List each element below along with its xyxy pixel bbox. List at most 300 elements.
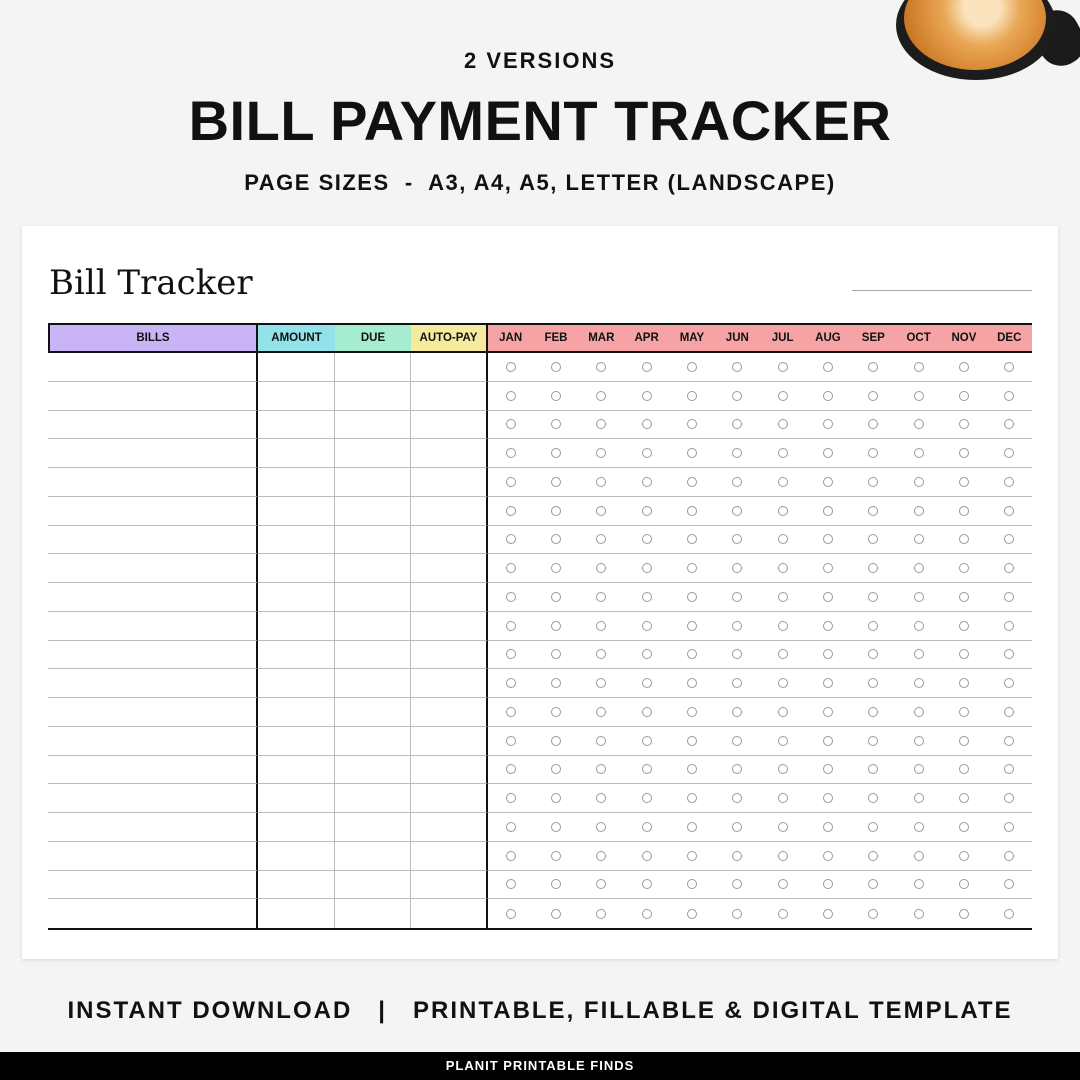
auto-pay-cell[interactable] [411, 583, 488, 612]
paid-checkbox[interactable] [1004, 419, 1014, 429]
paid-checkbox[interactable] [551, 534, 561, 544]
paid-checkbox[interactable] [732, 534, 742, 544]
paid-checkbox[interactable] [914, 448, 924, 458]
paid-checkbox[interactable] [506, 764, 516, 774]
paid-checkbox[interactable] [506, 477, 516, 487]
paid-checkbox[interactable] [732, 391, 742, 401]
paid-checkbox[interactable] [959, 707, 969, 717]
paid-checkbox[interactable] [914, 477, 924, 487]
paid-checkbox[interactable] [868, 764, 878, 774]
amount-cell[interactable] [258, 353, 335, 382]
paid-checkbox[interactable] [687, 362, 697, 372]
paid-checkbox[interactable] [642, 621, 652, 631]
paid-checkbox[interactable] [914, 506, 924, 516]
due-cell[interactable] [335, 497, 411, 526]
bill-name-cell[interactable] [48, 439, 258, 468]
paid-checkbox[interactable] [959, 678, 969, 688]
paid-checkbox[interactable] [596, 649, 606, 659]
paid-checkbox[interactable] [506, 822, 516, 832]
paid-checkbox[interactable] [596, 678, 606, 688]
auto-pay-cell[interactable] [411, 669, 488, 698]
paid-checkbox[interactable] [596, 592, 606, 602]
paid-checkbox[interactable] [1004, 506, 1014, 516]
paid-checkbox[interactable] [551, 736, 561, 746]
due-cell[interactable] [335, 382, 411, 411]
paid-checkbox[interactable] [914, 592, 924, 602]
paid-checkbox[interactable] [687, 391, 697, 401]
paid-checkbox[interactable] [732, 506, 742, 516]
amount-cell[interactable] [258, 497, 335, 526]
paid-checkbox[interactable] [868, 563, 878, 573]
bill-name-cell[interactable] [48, 842, 258, 871]
paid-checkbox[interactable] [551, 909, 561, 919]
due-cell[interactable] [335, 669, 411, 698]
auto-pay-cell[interactable] [411, 554, 488, 583]
paid-checkbox[interactable] [959, 851, 969, 861]
paid-checkbox[interactable] [687, 419, 697, 429]
amount-cell[interactable] [258, 468, 335, 497]
amount-cell[interactable] [258, 784, 335, 813]
paid-checkbox[interactable] [732, 621, 742, 631]
bill-name-cell[interactable] [48, 899, 258, 928]
paid-checkbox[interactable] [642, 851, 652, 861]
paid-checkbox[interactable] [959, 419, 969, 429]
due-cell[interactable] [335, 813, 411, 842]
paid-checkbox[interactable] [914, 822, 924, 832]
due-cell[interactable] [335, 526, 411, 555]
auto-pay-cell[interactable] [411, 899, 488, 928]
paid-checkbox[interactable] [778, 649, 788, 659]
paid-checkbox[interactable] [551, 419, 561, 429]
bill-name-cell[interactable] [48, 756, 258, 785]
paid-checkbox[interactable] [506, 448, 516, 458]
paid-checkbox[interactable] [778, 793, 788, 803]
paid-checkbox[interactable] [778, 448, 788, 458]
bill-name-cell[interactable] [48, 669, 258, 698]
due-cell[interactable] [335, 554, 411, 583]
auto-pay-cell[interactable] [411, 813, 488, 842]
paid-checkbox[interactable] [823, 621, 833, 631]
amount-cell[interactable] [258, 669, 335, 698]
paid-checkbox[interactable] [732, 736, 742, 746]
paid-checkbox[interactable] [1004, 621, 1014, 631]
amount-cell[interactable] [258, 382, 335, 411]
paid-checkbox[interactable] [506, 592, 516, 602]
paid-checkbox[interactable] [1004, 534, 1014, 544]
paid-checkbox[interactable] [732, 563, 742, 573]
paid-checkbox[interactable] [596, 391, 606, 401]
paid-checkbox[interactable] [823, 707, 833, 717]
paid-checkbox[interactable] [868, 448, 878, 458]
paid-checkbox[interactable] [914, 793, 924, 803]
paid-checkbox[interactable] [868, 879, 878, 889]
paid-checkbox[interactable] [868, 419, 878, 429]
paid-checkbox[interactable] [596, 736, 606, 746]
paid-checkbox[interactable] [914, 879, 924, 889]
paid-checkbox[interactable] [551, 563, 561, 573]
paid-checkbox[interactable] [823, 822, 833, 832]
paid-checkbox[interactable] [551, 391, 561, 401]
paid-checkbox[interactable] [642, 707, 652, 717]
paid-checkbox[interactable] [506, 707, 516, 717]
paid-checkbox[interactable] [959, 879, 969, 889]
paid-checkbox[interactable] [687, 736, 697, 746]
paid-checkbox[interactable] [1004, 649, 1014, 659]
paid-checkbox[interactable] [868, 592, 878, 602]
paid-checkbox[interactable] [551, 592, 561, 602]
paid-checkbox[interactable] [823, 563, 833, 573]
paid-checkbox[interactable] [868, 506, 878, 516]
paid-checkbox[interactable] [596, 851, 606, 861]
amount-cell[interactable] [258, 899, 335, 928]
paid-checkbox[interactable] [687, 477, 697, 487]
paid-checkbox[interactable] [596, 534, 606, 544]
paid-checkbox[interactable] [506, 534, 516, 544]
paid-checkbox[interactable] [506, 563, 516, 573]
paid-checkbox[interactable] [1004, 592, 1014, 602]
paid-checkbox[interactable] [868, 534, 878, 544]
auto-pay-cell[interactable] [411, 382, 488, 411]
paid-checkbox[interactable] [642, 879, 652, 889]
paid-checkbox[interactable] [732, 764, 742, 774]
due-cell[interactable] [335, 411, 411, 440]
paid-checkbox[interactable] [596, 879, 606, 889]
paid-checkbox[interactable] [551, 477, 561, 487]
paid-checkbox[interactable] [687, 534, 697, 544]
bill-name-cell[interactable] [48, 612, 258, 641]
paid-checkbox[interactable] [687, 851, 697, 861]
paid-checkbox[interactable] [823, 793, 833, 803]
paid-checkbox[interactable] [596, 362, 606, 372]
due-cell[interactable] [335, 612, 411, 641]
paid-checkbox[interactable] [823, 506, 833, 516]
due-cell[interactable] [335, 727, 411, 756]
bill-name-cell[interactable] [48, 382, 258, 411]
paid-checkbox[interactable] [823, 477, 833, 487]
paid-checkbox[interactable] [642, 764, 652, 774]
paid-checkbox[interactable] [506, 793, 516, 803]
paid-checkbox[interactable] [732, 851, 742, 861]
paid-checkbox[interactable] [732, 822, 742, 832]
paid-checkbox[interactable] [914, 678, 924, 688]
due-cell[interactable] [335, 641, 411, 670]
paid-checkbox[interactable] [596, 477, 606, 487]
paid-checkbox[interactable] [868, 362, 878, 372]
paid-checkbox[interactable] [959, 621, 969, 631]
paid-checkbox[interactable] [506, 879, 516, 889]
paid-checkbox[interactable] [868, 736, 878, 746]
amount-cell[interactable] [258, 583, 335, 612]
auto-pay-cell[interactable] [411, 641, 488, 670]
paid-checkbox[interactable] [596, 707, 606, 717]
amount-cell[interactable] [258, 756, 335, 785]
paid-checkbox[interactable] [506, 851, 516, 861]
paid-checkbox[interactable] [823, 736, 833, 746]
paid-checkbox[interactable] [596, 822, 606, 832]
paid-checkbox[interactable] [551, 448, 561, 458]
paid-checkbox[interactable] [732, 909, 742, 919]
due-cell[interactable] [335, 784, 411, 813]
paid-checkbox[interactable] [778, 563, 788, 573]
auto-pay-cell[interactable] [411, 353, 488, 382]
paid-checkbox[interactable] [868, 621, 878, 631]
paid-checkbox[interactable] [551, 879, 561, 889]
paid-checkbox[interactable] [732, 707, 742, 717]
paid-checkbox[interactable] [642, 736, 652, 746]
paid-checkbox[interactable] [642, 477, 652, 487]
paid-checkbox[interactable] [959, 793, 969, 803]
paid-checkbox[interactable] [687, 678, 697, 688]
paid-checkbox[interactable] [868, 909, 878, 919]
auto-pay-cell[interactable] [411, 497, 488, 526]
paid-checkbox[interactable] [551, 678, 561, 688]
paid-checkbox[interactable] [959, 736, 969, 746]
paid-checkbox[interactable] [914, 362, 924, 372]
paid-checkbox[interactable] [596, 419, 606, 429]
paid-checkbox[interactable] [506, 362, 516, 372]
paid-checkbox[interactable] [778, 909, 788, 919]
paid-checkbox[interactable] [551, 793, 561, 803]
paid-checkbox[interactable] [823, 448, 833, 458]
paid-checkbox[interactable] [642, 678, 652, 688]
paid-checkbox[interactable] [551, 649, 561, 659]
paid-checkbox[interactable] [642, 534, 652, 544]
paid-checkbox[interactable] [1004, 851, 1014, 861]
bill-name-cell[interactable] [48, 526, 258, 555]
paid-checkbox[interactable] [959, 909, 969, 919]
paid-checkbox[interactable] [914, 391, 924, 401]
paid-checkbox[interactable] [642, 448, 652, 458]
due-cell[interactable] [335, 756, 411, 785]
paid-checkbox[interactable] [687, 592, 697, 602]
paid-checkbox[interactable] [1004, 678, 1014, 688]
amount-cell[interactable] [258, 698, 335, 727]
amount-cell[interactable] [258, 439, 335, 468]
paid-checkbox[interactable] [1004, 736, 1014, 746]
paid-checkbox[interactable] [1004, 822, 1014, 832]
bill-name-cell[interactable] [48, 353, 258, 382]
due-cell[interactable] [335, 583, 411, 612]
paid-checkbox[interactable] [959, 534, 969, 544]
auto-pay-cell[interactable] [411, 526, 488, 555]
paid-checkbox[interactable] [868, 822, 878, 832]
paid-checkbox[interactable] [778, 707, 788, 717]
paid-checkbox[interactable] [1004, 477, 1014, 487]
auto-pay-cell[interactable] [411, 468, 488, 497]
paid-checkbox[interactable] [596, 448, 606, 458]
paid-checkbox[interactable] [1004, 764, 1014, 774]
paid-checkbox[interactable] [687, 909, 697, 919]
paid-checkbox[interactable] [778, 879, 788, 889]
paid-checkbox[interactable] [1004, 879, 1014, 889]
paid-checkbox[interactable] [596, 621, 606, 631]
paid-checkbox[interactable] [914, 649, 924, 659]
paid-checkbox[interactable] [778, 477, 788, 487]
paid-checkbox[interactable] [687, 793, 697, 803]
paid-checkbox[interactable] [1004, 909, 1014, 919]
due-cell[interactable] [335, 353, 411, 382]
paid-checkbox[interactable] [778, 851, 788, 861]
bill-name-cell[interactable] [48, 727, 258, 756]
paid-checkbox[interactable] [778, 736, 788, 746]
paid-checkbox[interactable] [551, 621, 561, 631]
paid-checkbox[interactable] [687, 879, 697, 889]
auto-pay-cell[interactable] [411, 784, 488, 813]
paid-checkbox[interactable] [778, 534, 788, 544]
paid-checkbox[interactable] [914, 764, 924, 774]
paid-checkbox[interactable] [823, 534, 833, 544]
paid-checkbox[interactable] [687, 563, 697, 573]
paid-checkbox[interactable] [596, 909, 606, 919]
bill-name-cell[interactable] [48, 784, 258, 813]
auto-pay-cell[interactable] [411, 612, 488, 641]
paid-checkbox[interactable] [914, 909, 924, 919]
paid-checkbox[interactable] [823, 851, 833, 861]
paid-checkbox[interactable] [642, 793, 652, 803]
paid-checkbox[interactable] [823, 649, 833, 659]
paid-checkbox[interactable] [687, 621, 697, 631]
amount-cell[interactable] [258, 727, 335, 756]
paid-checkbox[interactable] [868, 707, 878, 717]
paid-checkbox[interactable] [551, 764, 561, 774]
auto-pay-cell[interactable] [411, 727, 488, 756]
paid-checkbox[interactable] [506, 506, 516, 516]
auto-pay-cell[interactable] [411, 439, 488, 468]
paid-checkbox[interactable] [642, 909, 652, 919]
paid-checkbox[interactable] [732, 879, 742, 889]
amount-cell[interactable] [258, 871, 335, 900]
paid-checkbox[interactable] [642, 822, 652, 832]
paid-checkbox[interactable] [732, 678, 742, 688]
paid-checkbox[interactable] [1004, 793, 1014, 803]
paid-checkbox[interactable] [551, 506, 561, 516]
paid-checkbox[interactable] [596, 793, 606, 803]
paid-checkbox[interactable] [778, 506, 788, 516]
bill-name-cell[interactable] [48, 641, 258, 670]
paid-checkbox[interactable] [959, 448, 969, 458]
paid-checkbox[interactable] [506, 678, 516, 688]
paid-checkbox[interactable] [1004, 448, 1014, 458]
auto-pay-cell[interactable] [411, 871, 488, 900]
paid-checkbox[interactable] [823, 391, 833, 401]
bill-name-cell[interactable] [48, 813, 258, 842]
bill-name-cell[interactable] [48, 497, 258, 526]
amount-cell[interactable] [258, 842, 335, 871]
bill-name-cell[interactable] [48, 411, 258, 440]
auto-pay-cell[interactable] [411, 842, 488, 871]
paid-checkbox[interactable] [868, 649, 878, 659]
bill-name-cell[interactable] [48, 871, 258, 900]
paid-checkbox[interactable] [1004, 362, 1014, 372]
paid-checkbox[interactable] [642, 419, 652, 429]
bill-name-cell[interactable] [48, 583, 258, 612]
paid-checkbox[interactable] [868, 793, 878, 803]
due-cell[interactable] [335, 899, 411, 928]
amount-cell[interactable] [258, 411, 335, 440]
paid-checkbox[interactable] [732, 592, 742, 602]
paid-checkbox[interactable] [642, 506, 652, 516]
due-cell[interactable] [335, 698, 411, 727]
paid-checkbox[interactable] [1004, 707, 1014, 717]
paid-checkbox[interactable] [868, 477, 878, 487]
name-line[interactable] [852, 290, 1032, 291]
paid-checkbox[interactable] [642, 592, 652, 602]
due-cell[interactable] [335, 439, 411, 468]
auto-pay-cell[interactable] [411, 756, 488, 785]
paid-checkbox[interactable] [551, 707, 561, 717]
paid-checkbox[interactable] [778, 391, 788, 401]
paid-checkbox[interactable] [823, 678, 833, 688]
paid-checkbox[interactable] [687, 764, 697, 774]
paid-checkbox[interactable] [506, 649, 516, 659]
paid-checkbox[interactable] [506, 909, 516, 919]
paid-checkbox[interactable] [823, 764, 833, 774]
paid-checkbox[interactable] [823, 592, 833, 602]
paid-checkbox[interactable] [1004, 563, 1014, 573]
paid-checkbox[interactable] [506, 391, 516, 401]
paid-checkbox[interactable] [778, 678, 788, 688]
paid-checkbox[interactable] [778, 764, 788, 774]
paid-checkbox[interactable] [778, 822, 788, 832]
paid-checkbox[interactable] [914, 736, 924, 746]
paid-checkbox[interactable] [959, 391, 969, 401]
paid-checkbox[interactable] [823, 419, 833, 429]
amount-cell[interactable] [258, 813, 335, 842]
paid-checkbox[interactable] [914, 534, 924, 544]
paid-checkbox[interactable] [642, 649, 652, 659]
paid-checkbox[interactable] [823, 879, 833, 889]
paid-checkbox[interactable] [732, 649, 742, 659]
due-cell[interactable] [335, 842, 411, 871]
paid-checkbox[interactable] [778, 362, 788, 372]
paid-checkbox[interactable] [551, 822, 561, 832]
paid-checkbox[interactable] [959, 563, 969, 573]
paid-checkbox[interactable] [732, 477, 742, 487]
amount-cell[interactable] [258, 554, 335, 583]
due-cell[interactable] [335, 871, 411, 900]
paid-checkbox[interactable] [506, 419, 516, 429]
paid-checkbox[interactable] [959, 592, 969, 602]
paid-checkbox[interactable] [596, 563, 606, 573]
paid-checkbox[interactable] [914, 707, 924, 717]
paid-checkbox[interactable] [959, 362, 969, 372]
paid-checkbox[interactable] [596, 506, 606, 516]
paid-checkbox[interactable] [914, 419, 924, 429]
paid-checkbox[interactable] [959, 649, 969, 659]
paid-checkbox[interactable] [687, 822, 697, 832]
paid-checkbox[interactable] [732, 448, 742, 458]
paid-checkbox[interactable] [732, 362, 742, 372]
paid-checkbox[interactable] [642, 362, 652, 372]
bill-name-cell[interactable] [48, 468, 258, 497]
paid-checkbox[interactable] [778, 592, 788, 602]
amount-cell[interactable] [258, 612, 335, 641]
paid-checkbox[interactable] [823, 909, 833, 919]
paid-checkbox[interactable] [596, 764, 606, 774]
paid-checkbox[interactable] [868, 851, 878, 861]
amount-cell[interactable] [258, 526, 335, 555]
paid-checkbox[interactable] [551, 851, 561, 861]
paid-checkbox[interactable] [959, 477, 969, 487]
bill-name-cell[interactable] [48, 698, 258, 727]
paid-checkbox[interactable] [868, 391, 878, 401]
paid-checkbox[interactable] [914, 621, 924, 631]
paid-checkbox[interactable] [506, 621, 516, 631]
paid-checkbox[interactable] [823, 362, 833, 372]
paid-checkbox[interactable] [732, 419, 742, 429]
paid-checkbox[interactable] [642, 563, 652, 573]
paid-checkbox[interactable] [642, 391, 652, 401]
